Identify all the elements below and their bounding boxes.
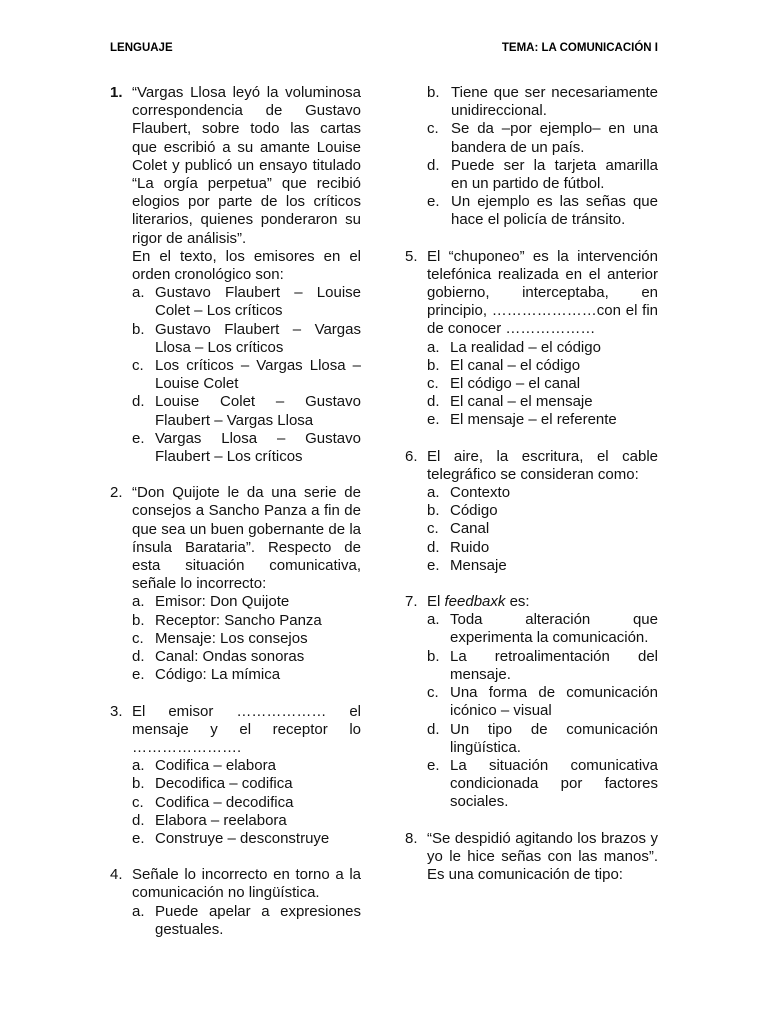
option-letter: a. (427, 611, 440, 629)
option-text: Un tipo de comunicación lingüística. (450, 720, 658, 756)
question-stem: Señale lo incorrecto en torno a la comunicación no lingüística. (132, 866, 361, 902)
question-stem: El emisor ……………… el mensaje y el receptor lo …………………. (132, 702, 361, 756)
stem-suffix: es: (505, 593, 530, 611)
question-stem: “Vargas Llosa leyó la voluminosa correspondencia de Gustavo Flaubert, sobre todo las cartas que escribió a su amante Louise Colet y publicó un ensayo titulado “La orgía perpetua” que recibió elogios por parte de los críticos literarios, quienes ponderaron su rigor de análisis”. (132, 84, 361, 247)
option-letter: a. (427, 338, 440, 356)
option-letter: c. (427, 684, 439, 702)
question-6 (405, 448, 658, 575)
option-letter: a. (132, 757, 145, 775)
option-d (132, 812, 361, 830)
option-letter: d. (427, 393, 440, 411)
option-c (132, 357, 361, 393)
option-e (405, 193, 658, 229)
question-stem: “Se despidió agitando los brazos y yo le hice señas con las manos”. Es una comunicación de tipo: (427, 829, 658, 883)
option-text: El canal – el mensaje (450, 393, 593, 411)
question-prompt: En el texto, los emisores en el orden cronológico son: (132, 247, 361, 284)
option-text: Vargas Llosa – Gustavo Flaubert – Los críticos (155, 429, 361, 466)
option-list (405, 84, 658, 230)
question-number: 1. (110, 84, 123, 101)
topic-label: TEMA: LA COMUNICACIÓN I (501, 42, 658, 54)
option-e (132, 830, 361, 848)
option-letter: e. (427, 756, 440, 774)
page-header (110, 42, 658, 62)
option-text: El canal – el código (450, 356, 581, 374)
option-d (405, 157, 658, 193)
option-text: Louise Colet – Gustavo Flaubert – Vargas Llosa (155, 393, 361, 429)
option-letter: b. (132, 320, 145, 338)
stem-prefix: El (427, 593, 445, 611)
option-letter: e. (132, 829, 145, 847)
option-a (427, 611, 658, 647)
option-text: Los críticos – Vargas Llosa – Louise Colet (155, 357, 361, 393)
option-a (132, 757, 361, 775)
option-text: Tiene que ser necesariamente unidireccional. (451, 84, 658, 120)
option-text: El código – el canal (450, 375, 581, 393)
option-letter: d. (132, 393, 145, 411)
option-text: Codifica – elabora (155, 757, 276, 775)
option-letter: a. (132, 902, 145, 920)
option-b (132, 321, 361, 357)
option-text: Contexto (450, 484, 511, 502)
question-3 (110, 703, 361, 849)
option-a (132, 903, 361, 939)
option-text: Se da –por ejemplo– en una bandera de un país. (451, 120, 658, 156)
option-b (427, 357, 658, 375)
option-e (132, 430, 361, 466)
option-text: Canal (450, 520, 490, 538)
option-d (427, 721, 658, 757)
question-stem: El “chuponeo” es la intervención telefónica realizada en el anterior gobierno, interceptaba, en principio, …………………con el fin de conocer ……………… (427, 247, 658, 338)
option-c (132, 794, 361, 812)
option-text: Un ejemplo es las señas que hace el policía de tránsito. (451, 193, 658, 229)
question-number: 3. (110, 702, 123, 720)
question-number: 6. (405, 447, 418, 465)
question-stem: “Don Quijote le da una serie de consejos a Sancho Panza a fin de que sea un buen gobernante de la ínsula Barataria”. Respecto de esta situación comunicativa, señale lo incorrecto: (132, 484, 361, 593)
option-letter: b. (132, 775, 145, 793)
subject-label: LENGUAJE (110, 42, 173, 54)
option-a (427, 484, 658, 502)
question-1 (110, 84, 361, 466)
option-text: Una forma de comunicación icónico – visual (450, 684, 658, 720)
option-letter: b. (427, 84, 440, 101)
question-4-continued (405, 84, 658, 230)
question-number: 2. (110, 484, 123, 502)
option-letter: d. (427, 720, 440, 738)
option-list (132, 593, 361, 684)
question-5 (405, 248, 658, 430)
option-a (132, 284, 361, 320)
option-letter: e. (132, 666, 145, 684)
option-text: Gustavo Flaubert – Vargas Llosa – Los críticos (155, 320, 361, 356)
option-c (427, 375, 658, 393)
option-letter: e. (427, 556, 440, 574)
question-number: 4. (110, 866, 123, 884)
option-text: Receptor: Sancho Panza (155, 611, 322, 629)
option-letter: c. (427, 375, 439, 393)
option-text: Canal: Ondas sonoras (155, 648, 305, 666)
option-letter: e. (427, 193, 440, 211)
left-column (110, 84, 361, 957)
question-8 (405, 830, 658, 885)
option-letter: a. (132, 593, 145, 611)
option-letter: d. (132, 811, 145, 829)
option-text: Emisor: Don Quijote (155, 593, 290, 611)
option-letter: b. (427, 502, 440, 520)
option-text: El mensaje – el referente (450, 411, 617, 429)
right-column (405, 84, 658, 902)
question-2 (110, 484, 361, 684)
option-text: Elabora – reelabora (155, 811, 287, 829)
option-a (427, 339, 658, 357)
option-list (132, 284, 361, 466)
option-b (427, 648, 658, 684)
option-letter: d. (427, 156, 440, 174)
option-d (132, 648, 361, 666)
option-text: Toda alteración que experimenta la comunicación. (450, 611, 658, 647)
option-letter: b. (427, 356, 440, 374)
question-number: 7. (405, 593, 418, 611)
option-letter: c. (427, 520, 439, 538)
option-text: Código: La mímica (155, 666, 281, 684)
option-text: Construye – desconstruye (155, 829, 330, 847)
option-letter: d. (132, 648, 145, 666)
question-stem: El aire, la escritura, el cable telegráfico se consideran como: (427, 447, 658, 483)
option-letter: a. (132, 284, 145, 302)
question-number: 5. (405, 247, 418, 265)
option-text: Puede apelar a expresiones gestuales. (155, 902, 361, 938)
stem-italic-term: feedbaxk (444, 593, 506, 611)
option-c (427, 684, 658, 720)
question-7 (405, 593, 658, 811)
option-letter: e. (132, 429, 145, 447)
option-c (405, 120, 658, 156)
option-text: Mensaje: Los consejos (155, 629, 308, 647)
option-text: La realidad – el código (450, 338, 601, 356)
option-d (132, 393, 361, 429)
option-letter: c. (427, 120, 439, 138)
option-letter: d. (427, 538, 440, 556)
option-letter: b. (427, 647, 440, 665)
option-e (132, 666, 361, 684)
option-list (132, 757, 361, 848)
option-text: Mensaje (450, 556, 507, 574)
question-stem (427, 593, 658, 611)
option-e (427, 757, 658, 812)
option-text: La situación comunicativa condicionada por factores sociales. (450, 756, 658, 811)
option-letter: b. (132, 611, 145, 629)
option-letter: a. (427, 484, 440, 502)
option-d (427, 539, 658, 557)
option-c (132, 630, 361, 648)
option-b (132, 612, 361, 630)
option-list (132, 903, 361, 939)
option-text: Ruido (450, 538, 490, 556)
option-a (132, 593, 361, 611)
question-4 (110, 866, 361, 939)
option-list (427, 611, 658, 811)
option-b (427, 502, 658, 520)
option-text: Codifica – decodifica (155, 793, 294, 811)
option-e (427, 411, 658, 429)
question-number: 8. (405, 829, 418, 847)
option-b (405, 84, 658, 120)
option-b (132, 775, 361, 793)
option-text: La retroalimentación del mensaje. (450, 647, 658, 683)
option-text: Decodifica – codifica (155, 775, 293, 793)
option-letter: e. (427, 411, 440, 429)
option-text: Código (450, 502, 498, 520)
option-text: Puede ser la tarjeta amarilla en un partido de fútbol. (451, 156, 658, 193)
option-list (427, 484, 658, 575)
option-d (427, 393, 658, 411)
option-letter: c. (132, 357, 144, 375)
option-letter: c. (132, 793, 144, 811)
option-letter: c. (132, 629, 144, 647)
option-text: Gustavo Flaubert – Louise Colet – Los críticos (155, 284, 361, 320)
option-c (427, 520, 658, 538)
option-list (427, 339, 658, 430)
option-e (427, 557, 658, 575)
